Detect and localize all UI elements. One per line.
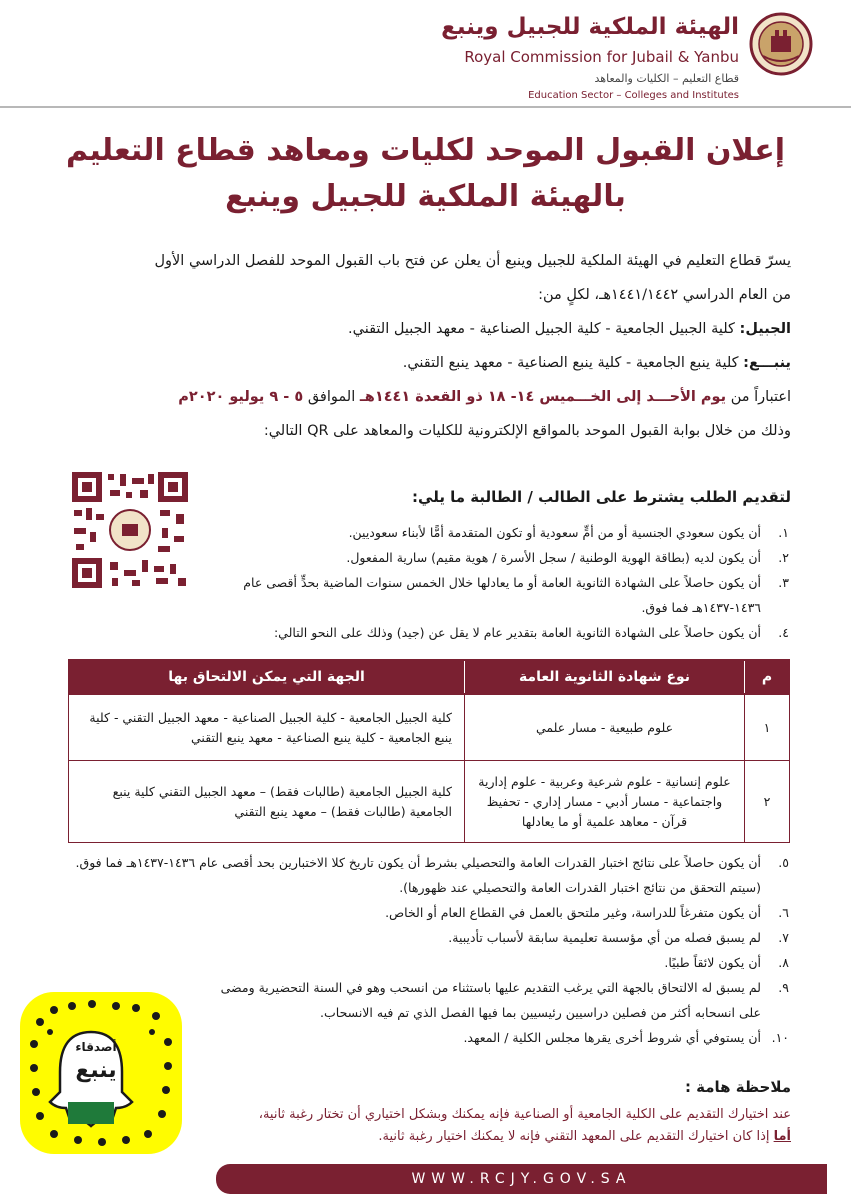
royal-commission-logo-icon <box>749 12 813 76</box>
item-number: ٤. <box>778 625 789 640</box>
note-title: ملاحظة هامة : <box>684 1078 791 1096</box>
list-item <box>199 975 789 1025</box>
dates-prefix: اعتباراً من <box>726 389 791 405</box>
item-text: أن يكون لديه (بطاقة الهوية الوطنية / سجل الأسرة / هوية مقيم) سارية المفعول. <box>346 550 761 565</box>
dates-gregorian: ٥ - ٩ يوليو ٢٠٢٠م <box>178 389 304 405</box>
sector-english: Education Sector – Colleges and Institutes <box>528 90 739 101</box>
item-number: ١٠. <box>771 1030 789 1045</box>
dates-suffix: الموافق <box>303 389 360 405</box>
dates-line <box>41 380 791 414</box>
intro-line-2: من العام الدراسي ١٤٤١/١٤٤٢هـ، لكلٍ من: <box>538 287 791 303</box>
dates-hijri: يوم الأحـــد إلى الخـــميس ١٤- ١٨ ذو القعدة ١٤٤١هـ <box>359 389 727 405</box>
header-certificate-type: نوع شهادة الثانوية العامة <box>465 661 745 693</box>
list-item <box>229 620 789 645</box>
list-item <box>69 850 789 900</box>
item-text: لم يسبق له الالتحاق بالجهة التي يرغب التقديم عليها باستثناء من انسحب وهو في السنة التحضيرية ومضى على انسحابه أكثر من فصلين دراسيين رئيسيين بما فيها الفصل الذي تم فيه الانسحاب. <box>220 980 761 1020</box>
requirements-title: لتقديم الطلب يشترط على الطالب / الطالبة ما يلي: <box>412 488 791 506</box>
list-item <box>69 925 789 950</box>
row-destination: كلية الجبيل الجامعية (طالبات فقط) – معهد الجبيل التقني كلية ينبع الجامعية (طالبات فقط) – معهد ينبع التقني <box>69 761 465 842</box>
note-line-1: عند اختيارك التقديم على الكلية الجامعية أو الصناعية فإنه يمكنك وبشكل اختياري أن تختار رغبة ثانية، <box>258 1107 791 1122</box>
item-text: أن يكون سعودي الجنسية أو من أمٍّ سعودية أو تكون المتقدمة أمًّا لأبناء سعوديين. <box>348 525 761 540</box>
intro-paragraph <box>41 244 791 448</box>
item-text: أن يستوفي أي شروط أخرى يقرها مجلس الكلية / المعهد. <box>463 1030 761 1045</box>
snap-label-top: أصدقاء <box>75 1040 117 1054</box>
list-item <box>69 900 789 925</box>
yanbu-label: ينبـــع: <box>743 355 791 371</box>
list-item <box>229 570 789 620</box>
org-name-arabic: الهيئة الملكية للجبيل وينبع <box>441 14 739 40</box>
yanbu-line <box>41 346 791 380</box>
snap-label-main: ينبع <box>75 1058 117 1083</box>
qr-code-icon[interactable] <box>70 470 190 590</box>
item-number: ٣. <box>778 575 789 590</box>
certificate-table <box>68 659 790 843</box>
item-number: ٩. <box>778 980 789 995</box>
table-row <box>69 694 789 760</box>
item-number: ٧. <box>778 930 789 945</box>
title-line-1: إعلان القبول الموحد لكليات ومعاهد قطاع التعليم <box>65 133 785 168</box>
intro-line-1: يسرّ قطاع التعليم في الهيئة الملكية للجبيل وينبع أن يعلن عن فتح باب القبول الموحد للفصل الدراسي الأول <box>154 253 791 269</box>
item-text: أن يكون حاصلاً على الشهادة الثانوية العامة بتقدير عام لا يقل عن (جيد) وذلك على النحو التالي: <box>273 625 761 640</box>
note-emphasis: أما <box>773 1129 791 1144</box>
row-certificate-type: علوم طبيعية - مسار علمي <box>465 695 745 760</box>
item-number: ٨. <box>778 955 789 970</box>
item-text: أن يكون حاصلاً على الشهادة الثانوية العامة أو ما يعادلها خلال الخمس سنوات الماضية بحدٍّ أقصى عام ١٤٣٦-١٤٣٧هـ فما فوق. <box>243 575 761 615</box>
note-body <box>151 1104 791 1148</box>
note-line-2-text: إذا كان اختيارك التقديم على المعهد التقني فإنه لا يمكنك اختيار رغبة ثانية. <box>378 1129 774 1144</box>
portal-line: وذلك من خلال بوابة القبول الموحد بالمواقع الإلكترونية للكليات والمعاهد على QR التالي: <box>263 423 791 439</box>
requirements-list-a <box>229 520 789 645</box>
item-text: لم يسبق فصله من أي مؤسسة تعليمية سابقة لأسباب تأديبية. <box>448 930 761 945</box>
jubail-line <box>41 312 791 346</box>
jubail-colleges: كلية الجبيل الجامعية - كلية الجبيل الصناعية - معهد الجبيل التقني. <box>348 321 740 337</box>
item-text: أن يكون لائقاً طبيًا. <box>664 955 761 970</box>
org-name-english: Royal Commission for Jubail & Yanbu <box>464 48 739 66</box>
item-number: ٦. <box>778 905 789 920</box>
table-row <box>69 760 789 842</box>
item-text: أن يكون حاصلاً على نتائج اختبار القدرات العامة والتحصيلي بشرط أن يكون تاريخ كلا الاختبارين بحد أقصى عام ١٤٣٦-١٤٣٧هـ فما فوق. (سيتم التحقق من نتائج اختبار القدرات العامة والتحصيلي عند ظهورها). <box>75 855 761 895</box>
title-line-2: بالهيئة الملكية للجبيل وينبع <box>225 179 626 214</box>
list-item <box>229 520 789 545</box>
yanbu-colleges: كلية ينبع الجامعية - كلية ينبع الصناعية - معهد ينبع التقني. <box>402 355 744 371</box>
row-destination: كلية الجبيل الجامعية - كلية الجبيل الصناعية - معهد الجبيل التقني - كلية ينبع الجامعية - كلية ينبع الصناعية - معهد ينبع التقني <box>69 695 465 760</box>
header-divider <box>0 106 851 108</box>
header-number: م <box>761 669 773 685</box>
list-item <box>69 950 789 975</box>
item-number: ٢. <box>778 550 789 565</box>
jubail-label: الجبيل: <box>739 321 791 337</box>
row-number: ١ <box>763 719 771 735</box>
website-link[interactable]: WWW.RCJY.GOV.SA <box>216 1164 827 1194</box>
sector-arabic: قطاع التعليم – الكليات والمعاهد <box>594 72 739 85</box>
item-number: ١. <box>778 525 789 540</box>
announcement-title <box>0 128 851 220</box>
letterhead <box>0 0 851 108</box>
item-number: ٥. <box>778 855 789 870</box>
item-text: أن يكون متفرغاً للدراسة، وغير ملتحق بالعمل في القطاع العام أو الخاص. <box>385 905 761 920</box>
table-header <box>69 660 789 694</box>
row-certificate-type: علوم إنسانية - علوم شرعية وعربية - علوم إدارية واجتماعية - مسار أدبي - مسار إداري - تحفيظ قرآن - معاهد علمية أو ما يعادلها <box>465 761 745 842</box>
list-item <box>229 545 789 570</box>
row-number: ٢ <box>763 793 771 809</box>
header-destination: الجهة التي يمكن الالتحاق بها <box>69 661 465 693</box>
note-line-2 <box>151 1126 791 1148</box>
